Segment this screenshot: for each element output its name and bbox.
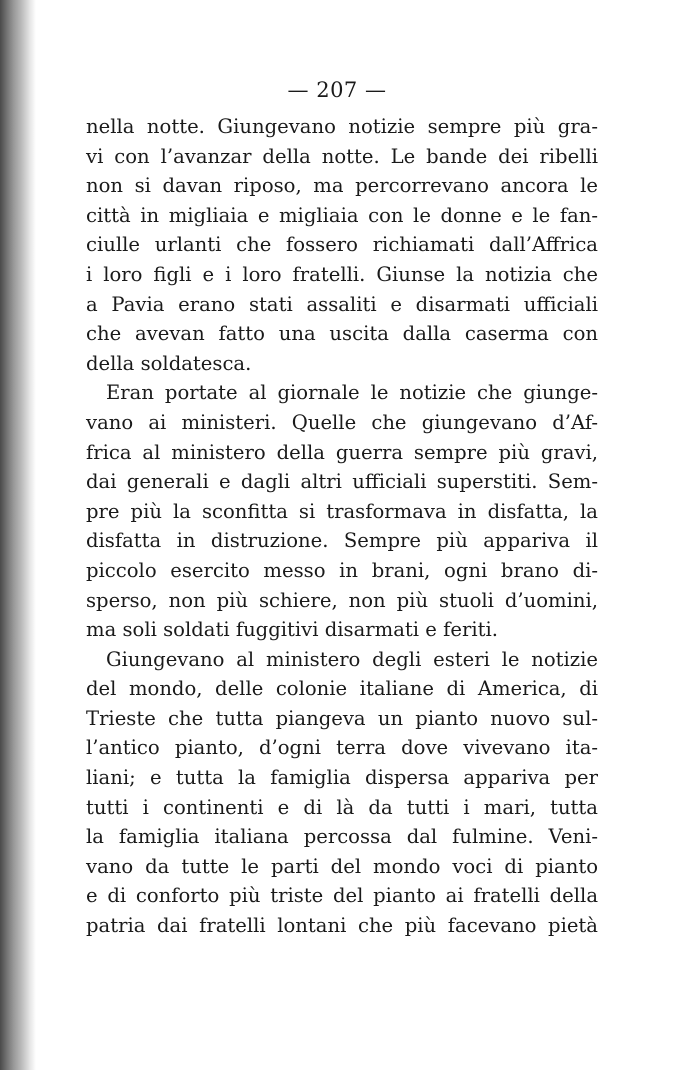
text-line: sperso, non più schiere, non più stuoli d’uomini, <box>86 588 598 612</box>
text-line: che avevan fatto una uscita dalla caserma con <box>86 322 598 346</box>
text-line: l’antico pianto, d’ogni terra dove vivevano ita- <box>86 736 598 760</box>
text-line: i loro figli e i loro fratelli. Giunse la notizia che <box>86 262 598 286</box>
text-line: la famiglia italiana percossa dal fulmine. Veni- <box>86 825 598 849</box>
text-line: a Pavia erano stati assaliti e disarmati ufficiali <box>86 292 598 316</box>
text-line: liani; e tutta la famiglia dispersa appariva per <box>86 766 598 790</box>
text-line: ma soli soldati fuggitivi disarmati e feriti. <box>86 618 498 642</box>
text-line: piccolo esercito messo in brani, ogni brano di- <box>86 558 598 582</box>
text-line: città in migliaia e migliaia con le donne e le fan- <box>86 203 598 227</box>
text-line: frica al ministero della guerra sempre più gravi, <box>86 440 598 464</box>
text-line: vano ai ministeri. Quelle che giungevano d’Af- <box>86 410 598 434</box>
text-line: Trieste che tutta piangeva un pianto nuovo sul- <box>86 706 598 730</box>
text-line: disfatta in distruzione. Sempre più appariva il <box>86 529 598 553</box>
text-line: patria dai fratelli lontani che più facevano pietà <box>86 914 598 938</box>
text-line: vano da tutte le parti del mondo voci di pianto <box>86 854 598 878</box>
text-line: Giungevano al ministero degli esteri le notizie <box>106 647 598 671</box>
text-line: nella notte. Giungevano notizie sempre più gra- <box>86 115 598 138</box>
text-line: della soldatesca. <box>86 351 252 375</box>
text-line: Eran portate al giornale le notizie che giunge- <box>106 381 598 405</box>
text-line: dai generali e dagli altri ufficiali superstiti. Sem- <box>86 470 598 494</box>
text-line: e di conforto più triste del pianto ai fratelli della <box>86 884 598 908</box>
body-text <box>86 112 598 941</box>
text-line: pre più la sconfitta si trasformava in disfatta, la <box>86 499 598 523</box>
text-line: tutti i continenti e di là da tutti i mari, tutta <box>86 795 598 819</box>
page-number: — 207 — <box>287 78 387 102</box>
text-line: non si davan riposo, ma percorrevano ancora le <box>86 174 598 198</box>
text-line: vi con l’avanzar della notte. Le bande dei ribelli <box>86 144 598 168</box>
text-line: ciulle urlanti che fossero richiamati dall’Affrica <box>86 233 598 257</box>
text-line: del mondo, delle colonie italiane di America, di <box>86 677 598 701</box>
book-spine-shadow <box>0 0 36 1070</box>
